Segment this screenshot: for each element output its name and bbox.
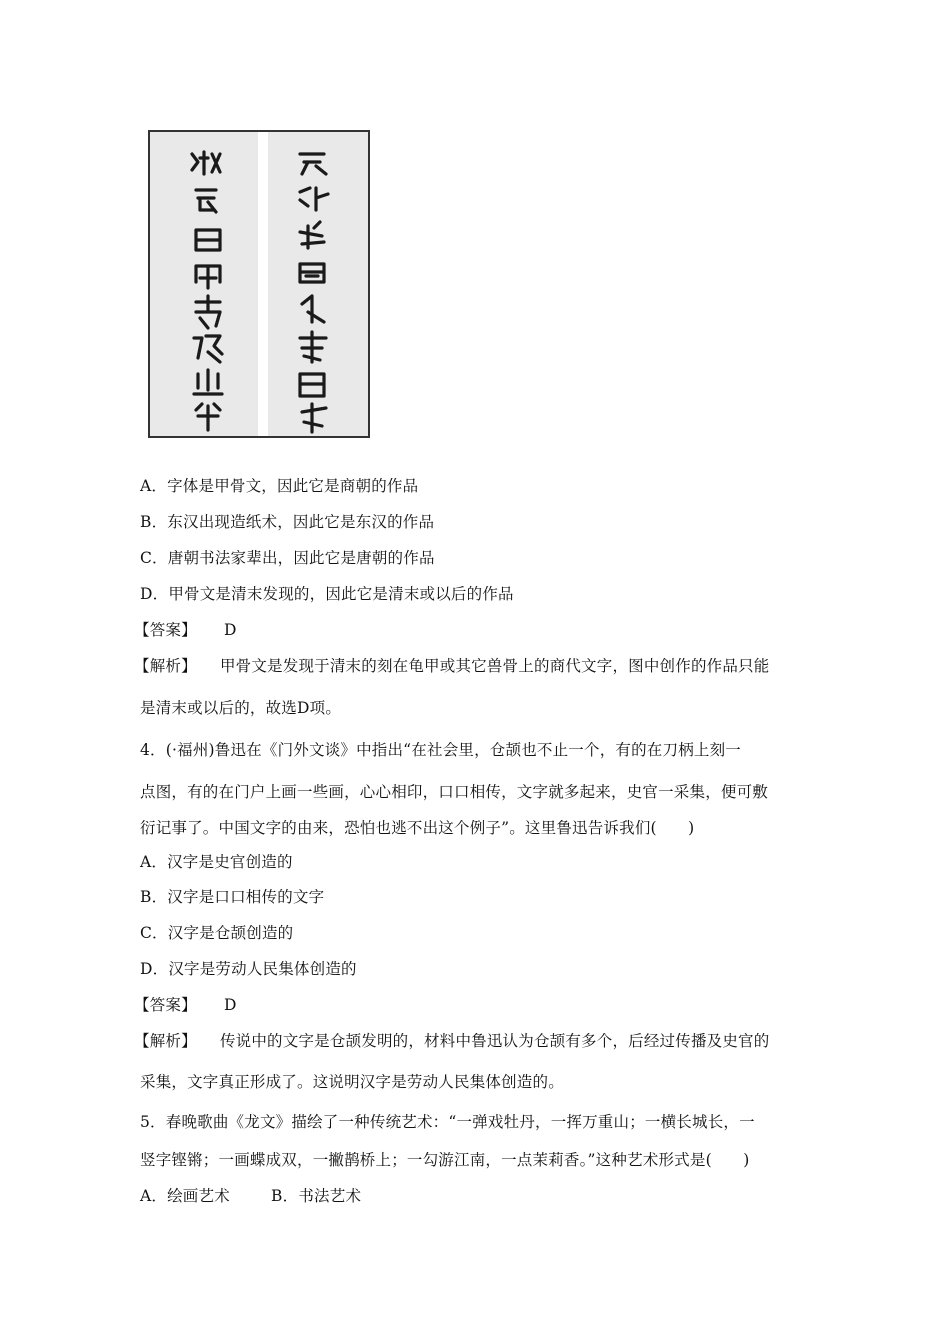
- q5-option-b: B．书法艺术: [271, 1187, 362, 1205]
- q4-analysis-row: [134, 1031, 769, 1051]
- q4-analysis-text: 传说中的文字是仓颉发明的，材料中鲁迅认为仓颉有多个，后经过传播及史官的: [219, 1032, 770, 1050]
- oracle-bone-calligraphy-image: [148, 130, 370, 438]
- q5-stem-line-2: 竖字铿锵；一画蝶成双，一撇鹊桥上；一勾游江南，一点茉莉香。”这种艺术形式是( ): [140, 1151, 750, 1169]
- q3-answer-value: D: [223, 621, 237, 639]
- left-glyph-3: [196, 230, 220, 250]
- q3-analysis-continued: 是清末或以后的，故选D项。: [140, 699, 342, 717]
- right-glyph-8: [302, 404, 326, 432]
- q4-answer-label: 【答案】: [134, 996, 197, 1014]
- left-glyph-6: [194, 336, 222, 362]
- q4-stem-line-2: 点图，有的在门户上画一些画，心心相印，口口相传，文字就多起来，史官一采集，便可敷: [140, 783, 769, 801]
- q3-option-b: B．东汉出现造纸术，因此它是东汉的作品: [140, 513, 435, 531]
- q4-analysis-continued: 采集，文字真正形成了。这说明汉字是劳动人民集体创造的。: [140, 1073, 564, 1091]
- right-glyph-5: [302, 296, 324, 322]
- q3-answer-label: 【答案】: [134, 621, 197, 639]
- left-glyph-5: [196, 296, 220, 328]
- left-glyph-8: [196, 404, 220, 430]
- q3-option-a: A．字体是甲骨文，因此它是商朝的作品: [140, 477, 419, 495]
- q4-answer-row: [134, 995, 237, 1015]
- q3-analysis-text: 甲骨文是发现于清末的刻在龟甲或其它兽骨上的商代文字，图中创作的作品只能: [219, 657, 770, 675]
- q5-option-a: A．绘画艺术: [140, 1187, 230, 1205]
- q4-option-a: A．汉字是史官创造的: [140, 853, 293, 871]
- q3-analysis-row: [134, 656, 769, 676]
- q3-option-c: C．唐朝书法家辈出，因此它是唐朝的作品: [140, 549, 435, 567]
- q3-analysis-label: 【解析】: [134, 657, 197, 675]
- left-glyph-7: [194, 370, 222, 394]
- q3-option-d: D．甲骨文是清末发现的，因此它是清末或以后的作品: [140, 585, 514, 603]
- left-glyph-2: [196, 190, 216, 212]
- q4-stem-line-1: 4．(·福州)鲁迅在《门外文谈》中指出“在社会里，仓颉也不止一个，有的在刀柄上刻一: [140, 741, 742, 759]
- right-glyph-4: [300, 264, 324, 282]
- oracle-bone-glyphs: [150, 132, 372, 440]
- right-glyph-1: [300, 154, 326, 174]
- q4-option-d: D．汉字是劳动人民集体创造的: [140, 960, 357, 978]
- right-glyph-7: [300, 374, 324, 396]
- q5-stem-line-1: 5．春晚歌曲《龙文》描绘了一种传统艺术：“一弹戏牡丹，一挥万重山；一横长城长，一: [140, 1113, 755, 1131]
- q3-answer-row: [134, 620, 237, 640]
- q4-option-b: B．汉字是口口相传的文字: [140, 888, 325, 906]
- right-glyph-6: [300, 332, 326, 362]
- right-glyph-2: [300, 188, 328, 210]
- q4-answer-value: D: [223, 996, 237, 1014]
- left-glyph-1: [192, 152, 220, 174]
- right-glyph-3: [300, 222, 324, 248]
- q5-options-row: [140, 1186, 361, 1206]
- q4-analysis-label: 【解析】: [134, 1032, 197, 1050]
- q4-stem-line-3: 衍记事了。中国文字的由来，恐怕也逃不出这个例子”。这里鲁迅告诉我们( ): [140, 819, 695, 837]
- left-glyph-4: [196, 266, 220, 288]
- q4-option-c: C．汉字是仓颉创造的: [140, 924, 294, 942]
